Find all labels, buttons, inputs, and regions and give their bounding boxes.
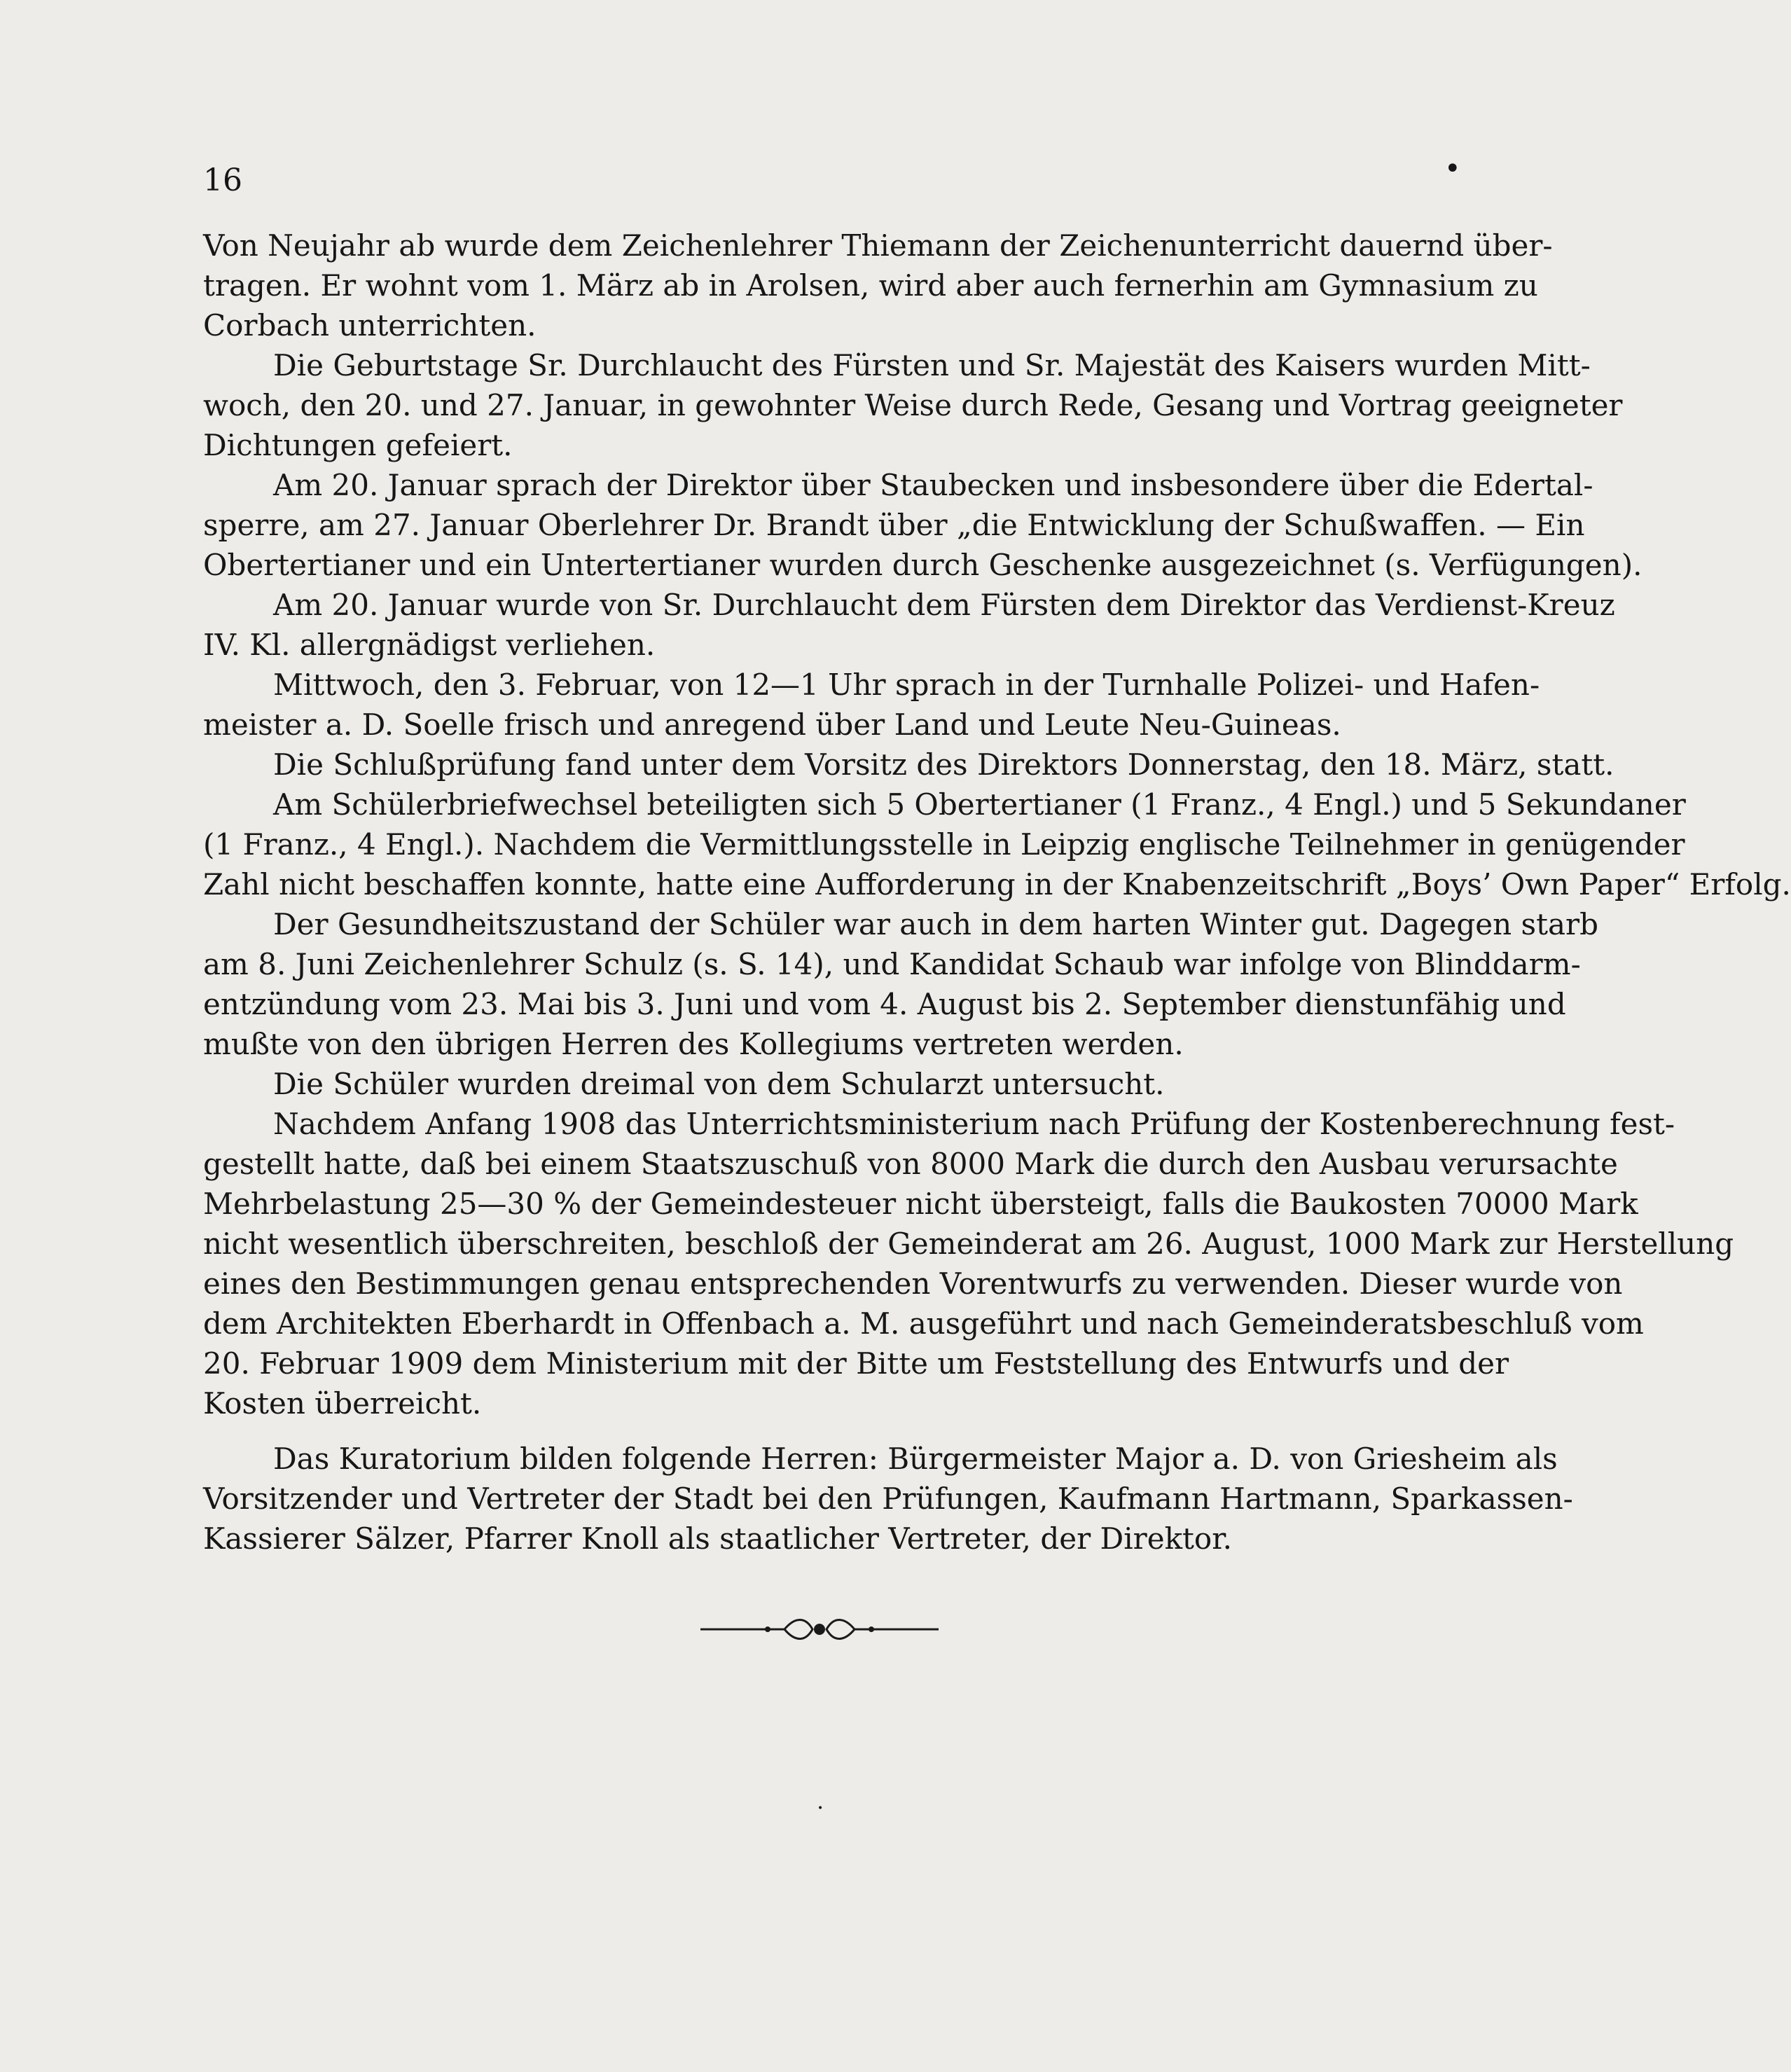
text-line: Corbach unterrichten. (203, 308, 537, 343)
text-line: Am 20. Januar wurde von Sr. Durchlaucht dem Fürsten dem Direktor das Verdienst-Kreuz (273, 588, 1615, 622)
bottom-dot: . (817, 1788, 824, 1814)
text-line: Die Geburtstage Sr. Durchlaucht des Fürsten und Sr. Majestät des Kaisers wurden Mitt- (273, 348, 1591, 382)
text-line: entzündung vom 23. Mai bis 3. Juni und vom 4. August bis 2. September dienstunfähig und (203, 987, 1566, 1021)
text-line: Kassierer Sälzer, Pfarrer Knoll als staatlicher Vertreter, der Direktor. (203, 1521, 1233, 1556)
text-line: Mehrbelastung 25—30 % der Gemeindesteuer nicht übersteigt, falls die Baukosten 70000 Mark (203, 1187, 1638, 1221)
text-line: woch, den 20. und 27. Januar, in gewohnter Weise durch Rede, Gesang und Vortrag geeigneter (203, 388, 1623, 422)
top-dot: • (1444, 153, 1461, 185)
text-line: sperre, am 27. Januar Oberlehrer Dr. Brandt über „die Entwicklung der Schußwaffen. — Ein (203, 508, 1585, 542)
text-line: IV. Kl. allergnädigst verliehen. (203, 628, 656, 662)
text-line: Obertertianer und ein Untertertianer wurden durch Geschenke ausgezeichnet (s. Verfügungen). (203, 548, 1643, 582)
text-line: gestellt hatte, daß bei einem Staatszuschuß von 8000 Mark die durch den Ausbau verursachte (203, 1147, 1618, 1181)
text-line: Vorsitzender und Vertreter der Stadt bei den Prüfungen, Kaufmann Hartmann, Sparkassen- (203, 1482, 1573, 1516)
body-text (203, 226, 1791, 1559)
text-line: Am Schülerbriefwechsel beteiligten sich 5 Obertertianer (1 Franz., 4 Engl.) und 5 Sekundaner (273, 787, 1686, 822)
text-line: (1 Franz., 4 Engl.). Nachdem die Vermittlungsstelle in Leipzig englische Teilnehmer in genügender (203, 827, 1685, 862)
text-line: Zahl nicht beschaffen konnte, hatte eine Aufforderung in der Knabenzeitschrift „Boys’ Own Paper“ Erfolg. (203, 867, 1791, 902)
text-line: Der Gesundheitszustand der Schüler war auch in dem harten Winter gut. Dagegen starb (273, 907, 1598, 941)
text-line: Das Kuratorium bilden folgende Herren: Bürgermeister Major a. D. von Griesheim als (273, 1442, 1558, 1476)
text-line: dem Architekten Eberhardt in Offenbach a. M. ausgeführt und nach Gemeinderatsbeschluß vom (203, 1306, 1644, 1341)
text-line: Die Schüler wurden dreimal von dem Schularzt untersucht. (273, 1067, 1165, 1101)
text-line: Nachdem Anfang 1908 das Unterrichtsministerium nach Prüfung der Kostenberechnung fest- (273, 1107, 1675, 1141)
text-line: meister a. D. Soelle frisch und anregend über Land und Leute Neu-Guineas. (203, 707, 1341, 742)
text-line: tragen. Er wohnt vom 1. März ab in Arolsen, wird aber auch fernerhin am Gymnasium zu (203, 268, 1538, 303)
text-line: Von Neujahr ab wurde dem Zeichenlehrer Thiemann der Zeichenunterricht dauernd über- (203, 228, 1553, 263)
text-line: nicht wesentlich überschreiten, beschloß der Gemeinderat am 26. August, 1000 Mark zur Herstellung (203, 1227, 1734, 1261)
text-line: Am 20. Januar sprach der Direktor über Staubecken und insbesondere über die Edertal- (273, 468, 1593, 502)
text-line: eines den Bestimmungen genau entsprechenden Vorentwurfs zu verwenden. Dieser wurde von (203, 1266, 1623, 1301)
text-line: Kosten überreicht. (203, 1386, 482, 1421)
page-number: 16 (203, 163, 242, 198)
text-line: 20. Februar 1909 dem Ministerium mit der Bitte um Feststellung des Entwurfs und der (203, 1346, 1509, 1381)
text-line: Mittwoch, den 3. Februar, von 12—1 Uhr sprach in der Turnhalle Polizei- und Hafen- (273, 668, 1540, 702)
text-line: Die Schlußprüfung fand unter dem Vorsitz des Direktors Donnerstag, den 18. März, statt. (273, 747, 1614, 782)
text-line: am 8. Juni Zeichenlehrer Schulz (s. S. 14), und Kandidat Schaub war infolge von Blinddarm- (203, 947, 1581, 981)
text-line: mußte von den übrigen Herren des Kollegiums vertreten werden. (203, 1027, 1184, 1061)
text-line: Dichtungen gefeiert. (203, 428, 513, 462)
ornament-divider-icon (700, 1612, 939, 1646)
